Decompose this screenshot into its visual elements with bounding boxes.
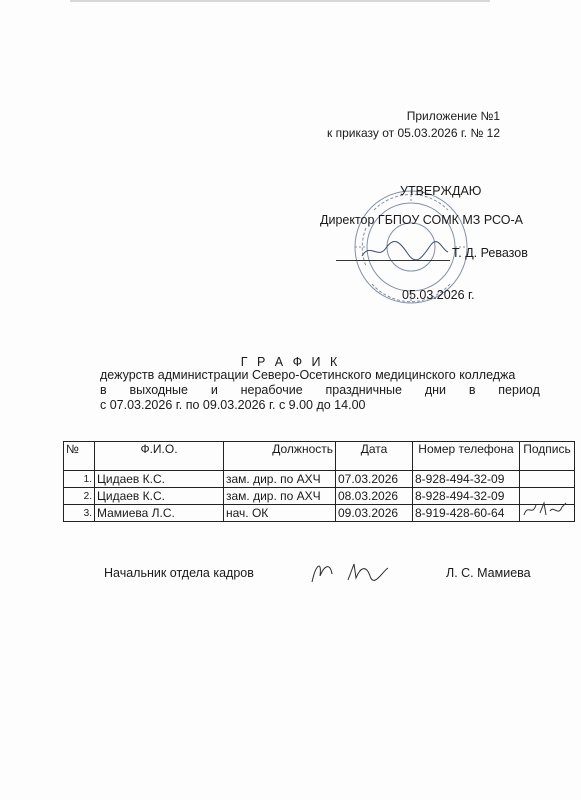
subtitle-word: праздничные: [325, 383, 402, 397]
document-subtitle: [100, 368, 540, 413]
row-fullname: Мамиева Л.С.: [95, 505, 224, 522]
director-name: Т. Д. Ревазов: [452, 246, 528, 260]
footer-name: Л. С. Мамиева: [446, 566, 531, 580]
row-number: 2.: [64, 488, 95, 505]
approval-date: 05.03.2026 г.: [402, 288, 475, 302]
appendix-note: [300, 108, 500, 142]
appendix-line-2: к приказу от 05.03.2026 г. № 12: [327, 126, 500, 140]
row-position: нач. ОК: [224, 505, 336, 522]
row-fullname: Цидаев К.С.: [95, 471, 224, 488]
subtitle-word: нерабочие: [240, 383, 303, 397]
row-number: 1.: [64, 471, 95, 488]
subtitle-word: дни: [424, 383, 446, 397]
table-row: [64, 471, 575, 488]
head-hr-signature: [308, 556, 392, 586]
header-phone: Номер телефона: [413, 442, 520, 471]
document-title: Г Р А Ф И К: [240, 355, 341, 369]
subtitle-word: и: [210, 383, 218, 397]
subtitle-word: в: [100, 383, 107, 397]
header-signature: Подпись: [520, 442, 575, 471]
header-fullname: Ф.И.О.: [95, 442, 224, 471]
handwritten-signature: [522, 501, 568, 517]
page-top-edge: [70, 0, 490, 2]
row-signature: [520, 471, 575, 488]
subtitle-word: период: [498, 383, 540, 397]
subtitle-line-2: [100, 383, 540, 398]
subtitle-word: выходные: [129, 383, 188, 397]
duty-schedule-table: [63, 441, 575, 522]
director-title: Директор ГБПОУ СОМК МЗ РСО-А: [320, 213, 523, 227]
row-phone: 8-928-494-32-09: [413, 488, 520, 505]
header-number: №: [64, 442, 95, 471]
row-date: 07.03.2026: [336, 471, 413, 488]
appendix-line-1: Приложение №1: [406, 109, 500, 123]
header-position: Должность: [224, 442, 336, 471]
director-signature: [360, 238, 450, 262]
table-row: [64, 505, 575, 522]
subtitle-line-1: дежурств администрации Северо-Осетинского медицинского колледжа: [100, 368, 516, 382]
row-date: 09.03.2026: [336, 505, 413, 522]
row-position: зам. дир. по АХЧ: [224, 471, 336, 488]
row-position: зам. дир. по АХЧ: [224, 488, 336, 505]
subtitle-word: в: [468, 383, 476, 397]
subtitle-line-3: с 07.03.2026 г. по 09.03.2026 г. с 9.00 до 14.00: [100, 398, 366, 412]
row-number: 3.: [64, 505, 95, 522]
table-row: [64, 488, 575, 505]
row-fullname: Цидаев К.С.: [95, 488, 224, 505]
row-phone: 8-928-494-32-09: [413, 471, 520, 488]
row-phone: 8-919-428-60-64: [413, 505, 520, 522]
approve-heading: УТВЕРЖДАЮ: [400, 184, 482, 198]
footer-position: Начальник отдела кадров: [104, 566, 254, 580]
header-date: Дата: [336, 442, 413, 471]
table-header-row: [64, 442, 575, 471]
row-date: 08.03.2026: [336, 488, 413, 505]
row-signature: [520, 505, 575, 522]
